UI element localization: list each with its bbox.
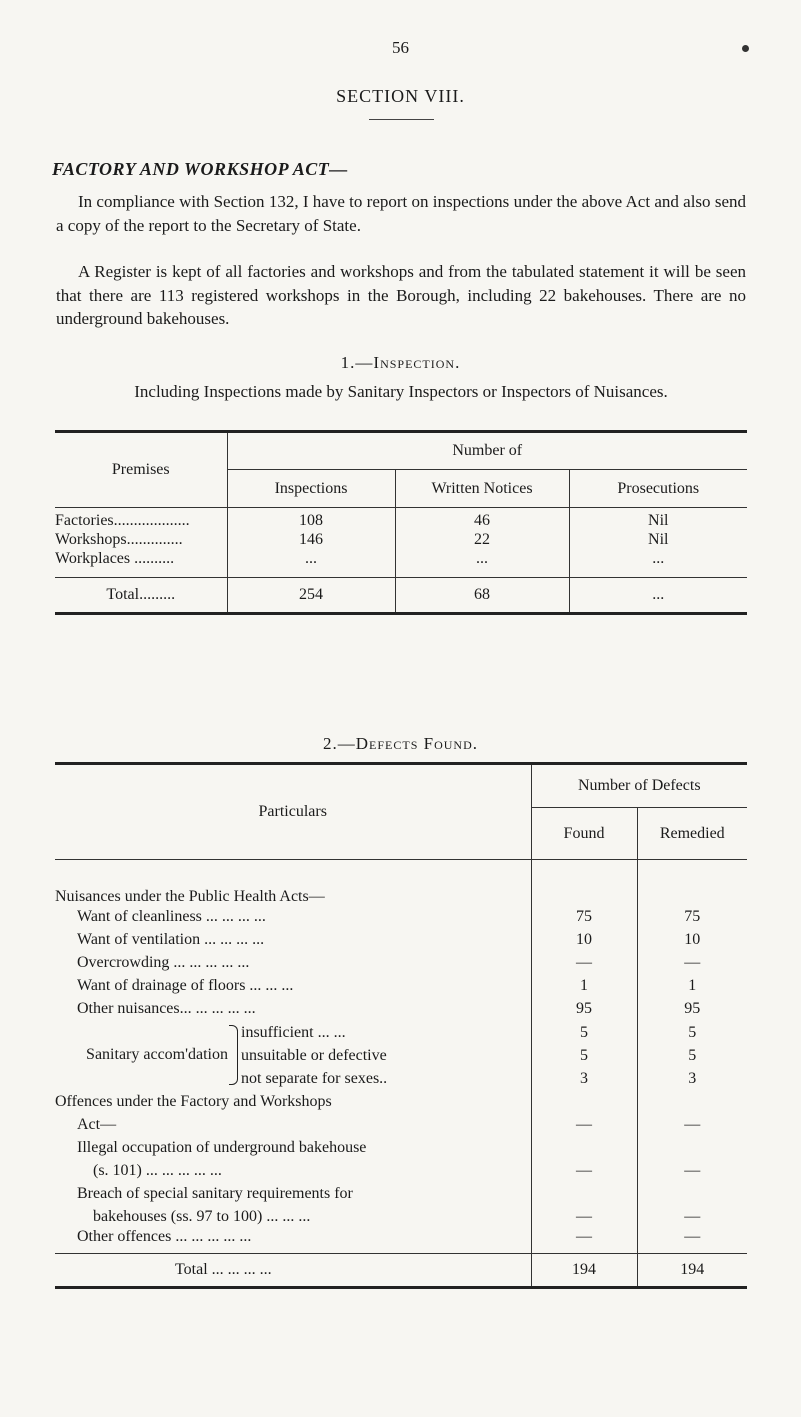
table-row	[55, 952, 747, 975]
table-row	[55, 1090, 747, 1136]
found-cell: 1	[531, 975, 637, 998]
group-label: Nuisances under the Public Health Acts—	[55, 860, 531, 906]
section-title: SECTION VIII.	[336, 86, 465, 106]
total-row	[55, 1254, 747, 1288]
table-row	[55, 508, 747, 530]
group-label: Act—	[77, 1115, 117, 1133]
remedied-cell: —	[684, 1207, 701, 1225]
bullet-mark	[742, 45, 749, 52]
written-notices-header: Written Notices	[395, 470, 569, 508]
particular-cell: Want of drainage of floors ... ... ...	[55, 975, 531, 998]
total-notices: 68	[395, 578, 569, 614]
number-of-defects-header: Number of Defects	[531, 764, 747, 808]
particulars-header: Particulars	[55, 764, 531, 860]
sanitary-item: not separate for sexes..	[241, 1069, 388, 1087]
number-of-header: Number of	[227, 432, 747, 470]
found-cell: 95	[531, 998, 637, 1021]
particular-cell: Want of ventilation ... ... ... ...	[55, 929, 531, 952]
premises-header: Premises	[55, 432, 227, 508]
table-row	[55, 929, 747, 952]
table-row	[55, 1182, 747, 1228]
prosecutions-header: Prosecutions	[617, 479, 700, 497]
remedied-cell: 5	[688, 1046, 697, 1064]
total-row	[55, 578, 747, 614]
found-cell: 10	[531, 929, 637, 952]
table-row	[55, 550, 747, 578]
particular-cell: bakehouses (ss. 97 to 100) ... ... ...	[93, 1207, 311, 1225]
page-number: 56	[392, 38, 409, 57]
total-found: 194	[531, 1254, 637, 1288]
particular-cell: Breach of special sanitary requirements for	[77, 1184, 353, 1202]
sanitary-item: unsuitable or defective	[241, 1046, 387, 1064]
particular-cell: Illegal occupation of underground bakehouse	[77, 1138, 367, 1156]
table-row	[55, 975, 747, 998]
total-inspections: 254	[227, 578, 395, 614]
remedied-cell: 95	[684, 1000, 701, 1017]
remedied-cell: 75	[684, 908, 701, 925]
group-label: Offences under the Factory and Workshops	[55, 1092, 332, 1110]
found-cell: —	[531, 952, 637, 975]
inspections-cell: ...	[227, 550, 395, 578]
found-cell: 75	[531, 906, 637, 929]
remedied-cell: —	[684, 1227, 701, 1245]
paragraph-1: In compliance with Section 132, I have to report on inspections under the above Act and also send a copy of the report to the Secretary of State.	[56, 192, 746, 235]
total-prosecutions: ...	[652, 586, 665, 603]
particular-cell: Want of cleanliness ... ... ... ...	[55, 906, 531, 929]
table-row	[55, 998, 747, 1021]
particular-cell: Other nuisances... ... ... ... ...	[55, 998, 531, 1021]
act-title: FACTORY AND WORKSHOP ACT—	[52, 159, 348, 179]
found-cell: —	[531, 1182, 637, 1228]
remedied-cell: 5	[688, 1023, 697, 1041]
premises-cell: Workplaces ..........	[55, 550, 227, 578]
remedied-cell: —	[684, 1115, 701, 1133]
remedied-cell: 10	[684, 931, 701, 948]
particular-cell: (s. 101) ... ... ... ... ...	[93, 1161, 222, 1179]
table-row	[55, 906, 747, 929]
found-cell: —	[531, 1136, 637, 1182]
remedied-header: Remedied	[659, 824, 725, 842]
particular-cell: Other offences ... ... ... ... ...	[55, 1228, 531, 1254]
found-cell: 5	[580, 1023, 588, 1041]
title-rule	[369, 119, 434, 120]
particular-cell: Overcrowding ... ... ... ... ...	[55, 952, 531, 975]
premises-cell: Workshops..............	[55, 530, 227, 550]
found-header: Found	[531, 808, 637, 860]
found-cell: 5	[580, 1046, 588, 1064]
prosecutions-cell: Nil	[648, 511, 669, 529]
total-label: Total.........	[55, 578, 227, 614]
found-cell: —	[531, 1228, 637, 1254]
prosecutions-cell: Nil	[648, 530, 669, 548]
premises-cell: Factories...................	[55, 508, 227, 530]
remedied-cell: —	[684, 954, 701, 971]
table-row	[55, 1136, 747, 1182]
paragraph-2: A Register is kept of all factories and workshops and from the tabulated statement it will be seen that there are 113 registered workshops in the Borough, including 22 bakehouses. There are no underground bakehouses.	[56, 262, 746, 328]
inspection-subheading: Including Inspections made by Sanitary Inspectors or Inspectors of Nuisances.	[134, 382, 668, 401]
inspections-cell: 108	[227, 508, 395, 530]
found-cell: 3	[580, 1069, 588, 1087]
prosecutions-cell: ...	[652, 549, 665, 567]
sanitary-rows	[55, 1021, 747, 1090]
sanitary-item: insufficient ... ...	[241, 1023, 346, 1041]
inspection-heading: 1.—Inspection.	[340, 353, 461, 372]
remedied-cell: 1	[688, 977, 697, 994]
sanitary-label: Sanitary accom'dation	[86, 1046, 228, 1063]
table-row	[55, 1228, 747, 1254]
table-row	[55, 530, 747, 550]
found-cell: —	[531, 1090, 637, 1136]
remedied-cell: —	[684, 1161, 701, 1179]
total-remedied: 194	[680, 1261, 705, 1278]
remedied-cell: 3	[688, 1069, 697, 1087]
notices-cell: 22	[395, 530, 569, 550]
notices-cell: ...	[395, 550, 569, 578]
defects-table	[55, 762, 747, 1289]
inspections-cell: 146	[227, 530, 395, 550]
notices-cell: 46	[395, 508, 569, 530]
inspection-table	[55, 430, 747, 615]
defects-heading: 2.—Defects Found.	[323, 734, 478, 753]
inspections-header: Inspections	[227, 470, 395, 508]
brace-mark	[229, 1025, 238, 1085]
total-label: Total ... ... ... ...	[55, 1254, 531, 1288]
